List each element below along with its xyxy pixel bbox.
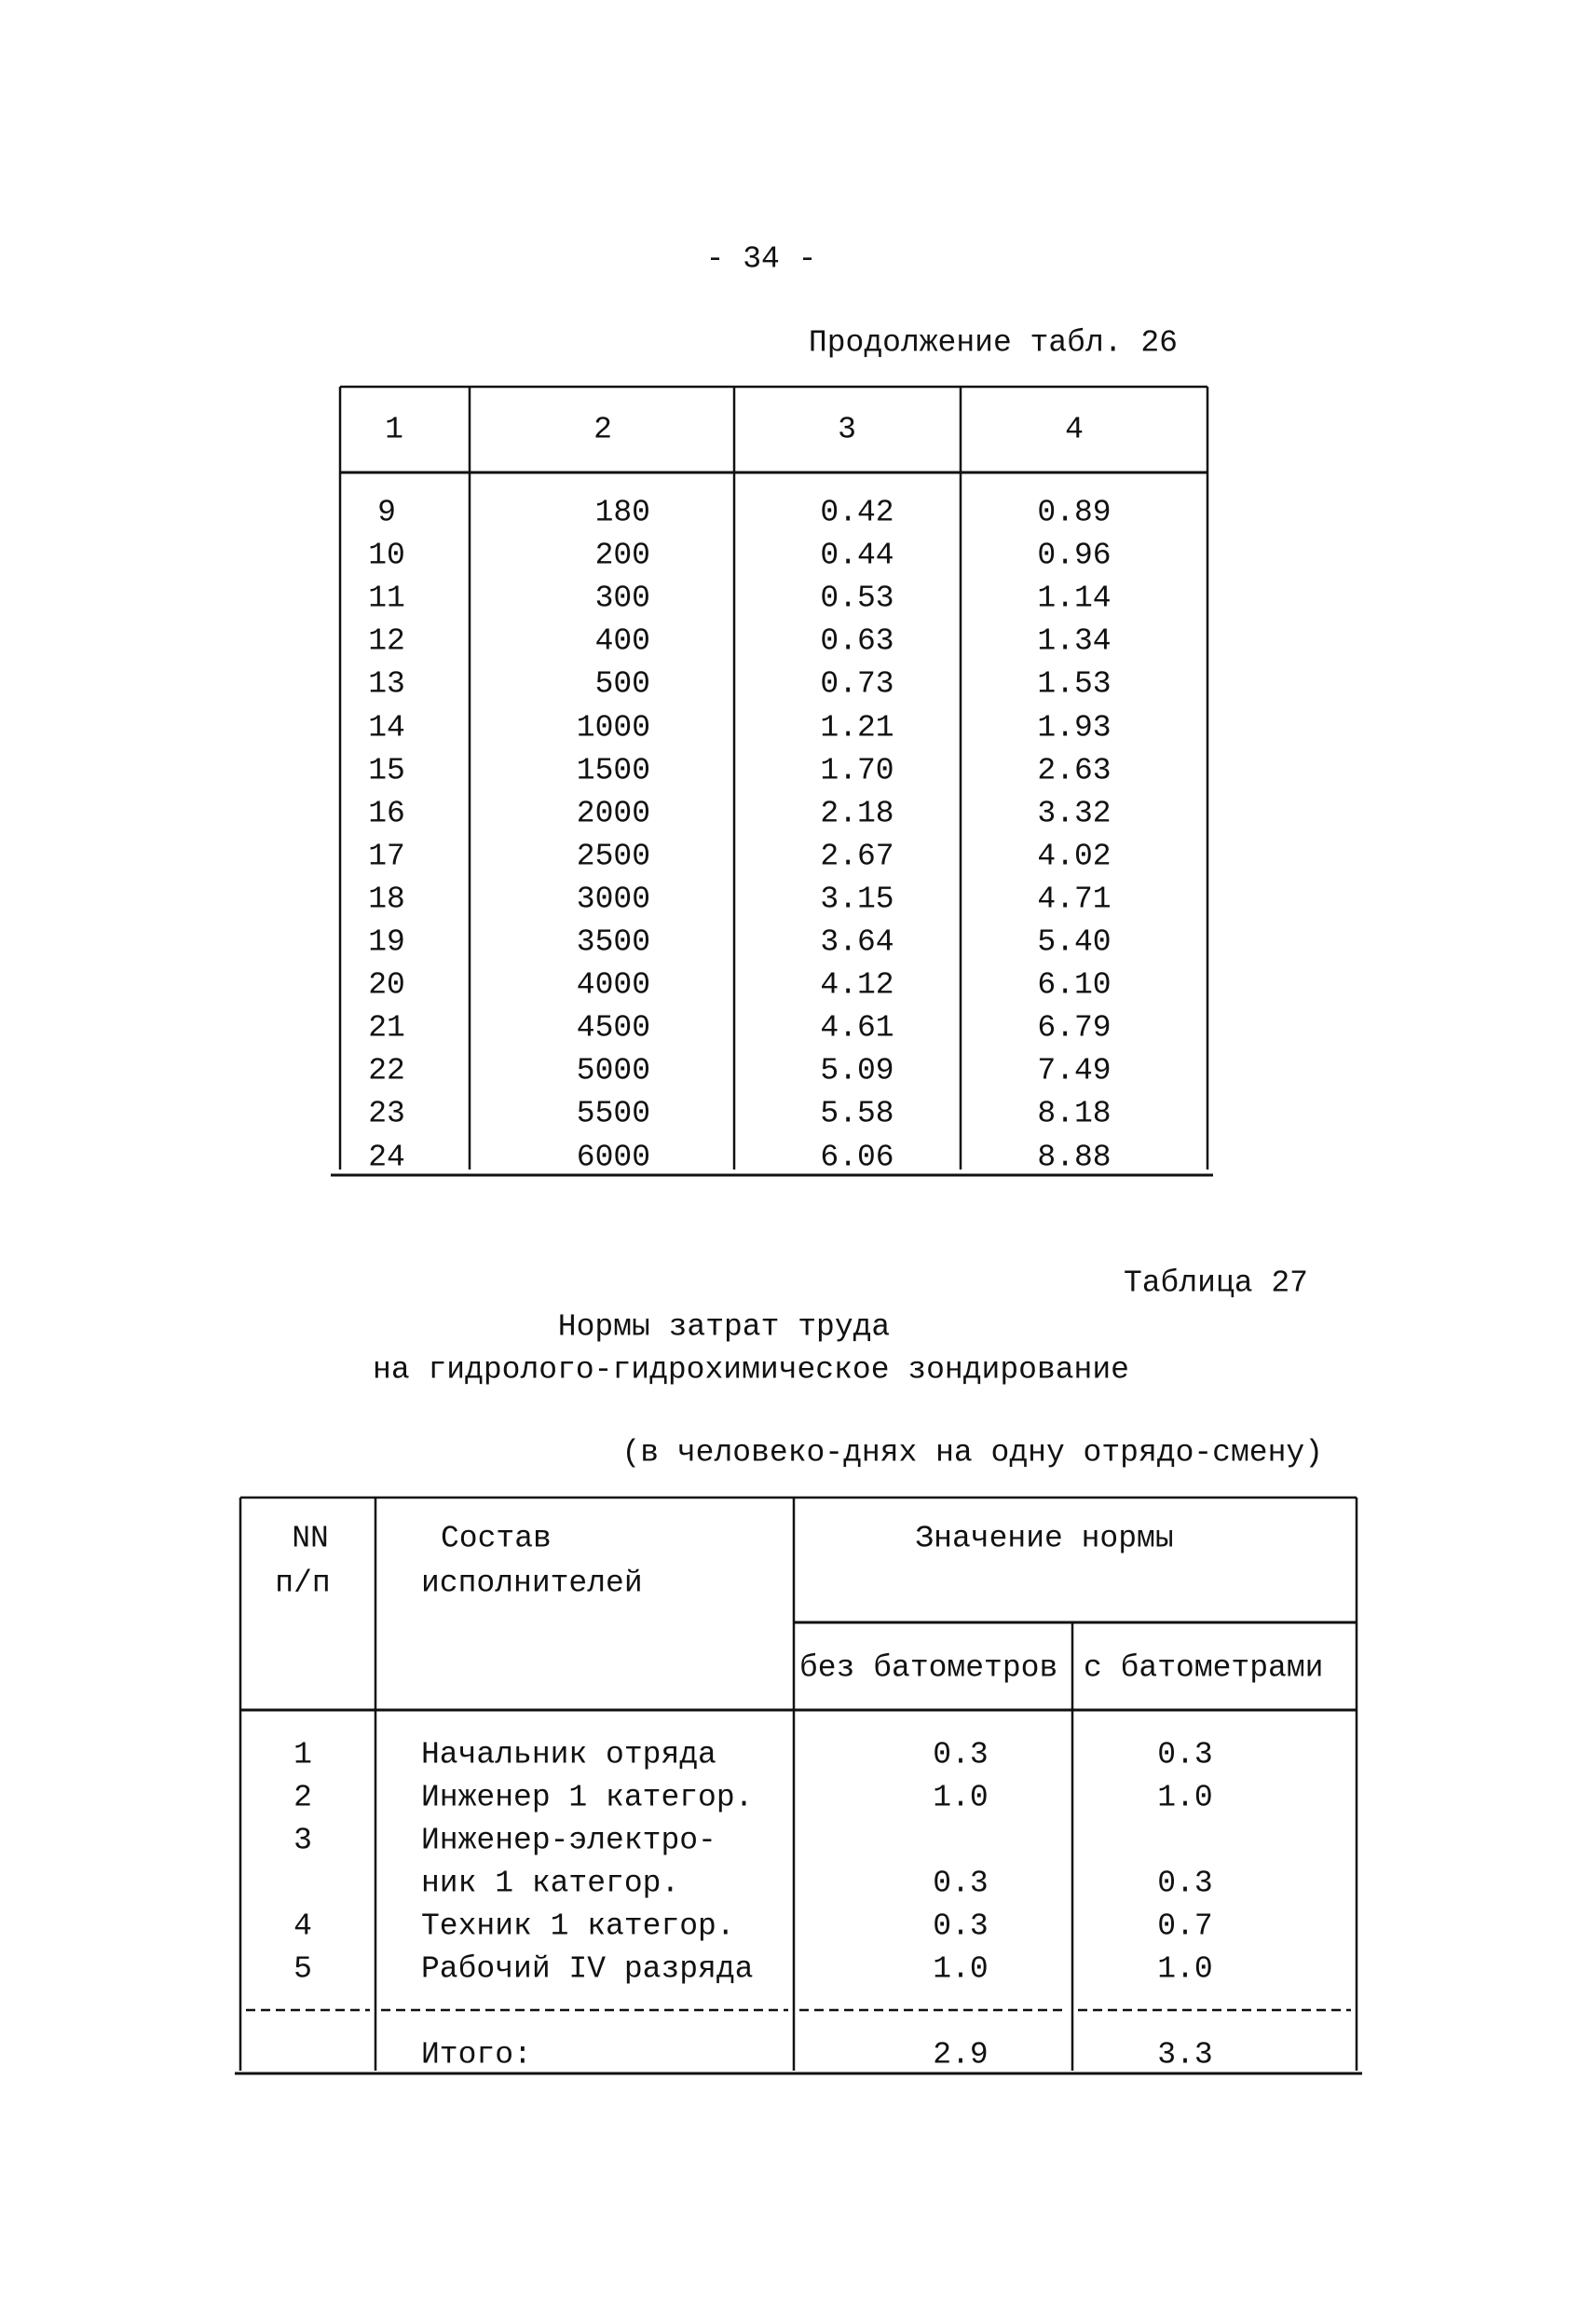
row-nn: 1 [293,1737,312,1772]
table26-header-col2: 2 [593,412,612,447]
row-nn: 4 [293,1908,312,1944]
col2-value: 2000 [576,796,650,831]
col3-value: 0.73 [820,666,894,702]
row-number: 15 [368,753,405,788]
row-number: 10 [368,538,405,573]
row-number: 11 [368,581,405,616]
row-number: 17 [368,839,405,874]
col3-value: 0.63 [820,623,894,659]
col2-value: 1000 [576,710,650,745]
table26-caption: Продолжение табл. 26 [808,325,1178,361]
col4-value: 1.14 [1037,581,1112,616]
col3-value: 0.53 [820,581,894,616]
value-without-bathometers: 0.3 [933,1866,989,1901]
col3-value: 1.70 [820,753,894,788]
row-number: 22 [368,1053,405,1088]
col4-value: 1.53 [1037,666,1112,702]
col2-value: 6000 [576,1140,650,1174]
table27-units: (в человеко-днях на одну отрядо-смену) [621,1435,1323,1471]
col4-value: 2.63 [1037,753,1112,788]
row-number: 12 [368,623,405,659]
row-number: 23 [368,1096,405,1131]
row-number: 24 [368,1140,405,1174]
header-staff-line1: Состав [441,1521,552,1556]
staff-name: Начальник отряда [421,1737,716,1772]
row-nn: 2 [293,1780,312,1815]
col4-value: 8.88 [1037,1140,1112,1174]
col4-value: 4.02 [1037,839,1112,874]
col2-value: 500 [594,666,650,702]
total-without: 2.9 [933,2037,989,2073]
row-number: 14 [368,710,405,745]
col3-value: 1.21 [820,710,894,745]
col3-value: 3.64 [820,924,894,960]
row-number: 16 [368,796,405,831]
row-nn: 3 [293,1823,312,1858]
col3-value: 5.09 [820,1053,894,1088]
value-without-bathometers: 1.0 [933,1780,989,1815]
table27-label: Таблица 27 [1123,1265,1308,1301]
table26-header-col3: 3 [838,412,856,447]
col2-value: 300 [594,581,650,616]
col3-value: 0.42 [820,495,894,530]
col4-value: 6.10 [1037,967,1112,1003]
col3-value: 0.44 [820,538,894,573]
table26-header-col4: 4 [1065,412,1084,447]
row-nn: 5 [293,1951,312,1987]
total-with: 3.3 [1157,2037,1213,2073]
table27-title-line1: Нормы затрат труда [557,1309,891,1345]
col4-value: 7.49 [1037,1053,1112,1088]
col2-value: 200 [594,538,650,573]
col4-value: 8.18 [1037,1096,1112,1131]
table26-header-col1: 1 [385,412,403,447]
staff-name: Рабочий IV разряда [421,1951,754,1987]
header-without-bathometers: без батометров [799,1650,1058,1686]
col4-value: 5.40 [1037,924,1112,960]
row-number: 18 [368,882,405,917]
header-staff-line2: исполнителей [421,1566,643,1601]
table27-title-line2: на гидролого-гидрохимическое зондирование [373,1352,1129,1388]
col4-value: 1.34 [1037,623,1112,659]
row-number: 13 [368,666,405,702]
staff-name: ник 1 категор. [421,1866,680,1901]
staff-name: Инженер 1 категор. [421,1780,754,1815]
row-number: 21 [368,1010,405,1046]
col3-value: 4.12 [820,967,894,1003]
value-without-bathometers: 0.3 [933,1737,989,1772]
row-number: 20 [368,967,405,1003]
staff-name: Техник 1 категор. [421,1908,735,1944]
header-nn-line1: NN [292,1521,329,1556]
col4-value: 1.93 [1037,710,1112,745]
col2-value: 5500 [576,1096,650,1131]
value-without-bathometers: 1.0 [933,1951,989,1987]
value-with-bathometers: 0.3 [1157,1737,1213,1772]
header-with-bathometers: с батометрами [1084,1650,1324,1686]
value-with-bathometers: 1.0 [1157,1780,1213,1815]
col3-value: 3.15 [820,882,894,917]
col3-value: 5.58 [820,1096,894,1131]
row-number: 19 [368,924,405,960]
col4-value: 6.79 [1037,1010,1112,1046]
col2-value: 3000 [576,882,650,917]
col4-value: 0.89 [1037,495,1112,530]
col2-value: 3500 [576,924,650,960]
page-number: - 34 - [705,241,817,277]
value-without-bathometers: 0.3 [933,1908,989,1944]
col3-value: 6.06 [820,1140,894,1174]
col3-value: 4.61 [820,1010,894,1046]
value-with-bathometers: 1.0 [1157,1951,1213,1987]
col4-value: 4.71 [1037,882,1112,917]
row-number: 9 [377,495,396,530]
header-norm: Значение нормы [915,1521,1174,1556]
col2-value: 1500 [576,753,650,788]
col2-value: 4500 [576,1010,650,1046]
col2-value: 400 [594,623,650,659]
col4-value: 3.32 [1037,796,1112,831]
col3-value: 2.18 [820,796,894,831]
value-with-bathometers: 0.3 [1157,1866,1213,1901]
total-label: Итого: [421,2037,532,2073]
col2-value: 180 [594,495,650,530]
header-nn-line2: п/п [275,1566,331,1601]
col3-value: 2.67 [820,839,894,874]
col2-value: 2500 [576,839,650,874]
staff-name: Инженер-электро- [421,1823,716,1858]
col2-value: 5000 [576,1053,650,1088]
col2-value: 4000 [576,967,650,1003]
value-with-bathometers: 0.7 [1157,1908,1213,1944]
col4-value: 0.96 [1037,538,1112,573]
